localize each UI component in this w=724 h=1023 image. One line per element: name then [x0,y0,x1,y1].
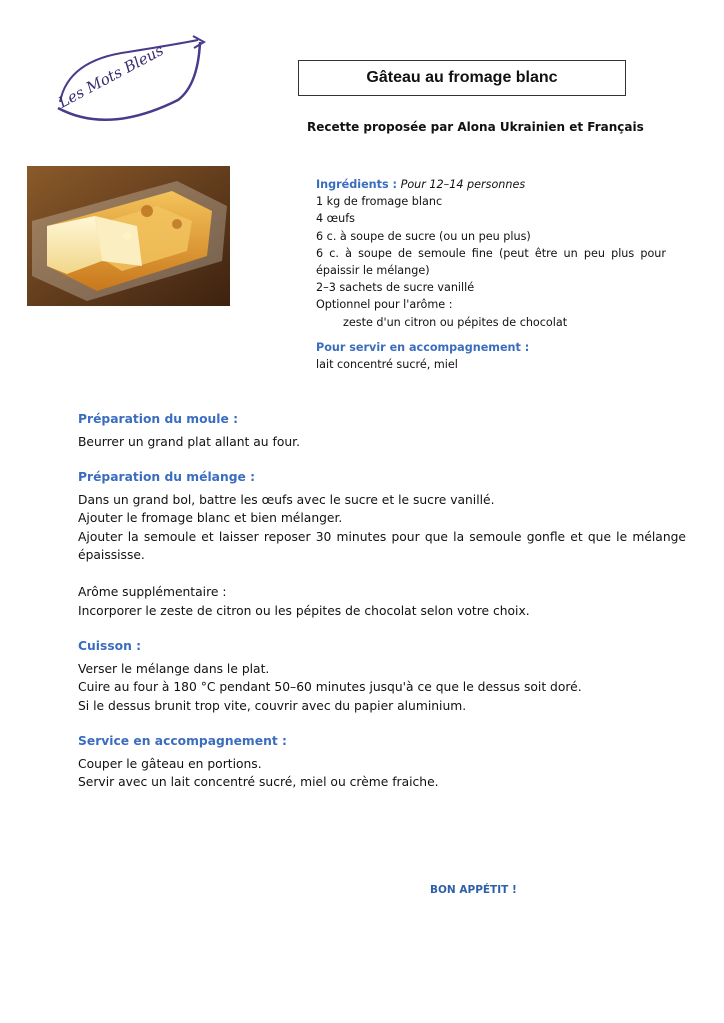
section-heading: Cuisson : [78,639,142,653]
section-melange [78,468,686,620]
optional-ingredient: zeste d'un citron ou pépites de chocolat [343,315,568,329]
page-title [298,60,626,96]
section-heading: Préparation du mélange : [78,470,256,484]
instruction-line: Verser le mélange dans le plat. [78,661,270,676]
ingredient-item: 4 œufs [316,212,355,226]
serve-heading: Pour servir en accompagnement : [316,340,530,354]
instruction-line: Couper le gâteau en portions. [78,756,262,771]
instruction-line: Si le dessus brunit trop vite, couvrir avec du papier aluminium. [78,698,467,713]
ingredient-item: 6 c. à soupe de semoule fine (peut être un peu plus pour épaissir le mélange) [316,246,666,278]
section-service [78,732,686,792]
extra-heading: Arôme supplémentaire : [78,585,227,599]
instruction-line: Incorporer le zeste de citron ou les pépites de chocolat selon votre choix. [78,603,530,618]
title-text: Gâteau au fromage blanc [366,69,558,86]
instruction-line: Dans un grand bol, battre les œufs avec le sucre et le sucre vanillé. [78,492,495,507]
section-heading: Préparation du moule : [78,412,239,426]
ingredients-header [316,176,666,193]
logo-swoosh-icon [48,30,208,130]
instruction-line: Ajouter le fromage blanc et bien mélanger. [78,511,343,525]
ingredients-block [316,176,666,373]
section-cuisson [78,637,686,715]
instruction-line: Ajouter la semoule et laisser reposer 30 minutes pour que la semoule gonfle et que le mélange épaississe. [78,529,686,562]
closing-text: BON APPÉTIT ! [430,884,517,896]
brand-logo [48,30,208,130]
section-moule [78,410,686,451]
serve-items: lait concentré sucré, miel [316,358,458,372]
byline: Recette proposée par Alona Ukrainien et Français [307,120,644,134]
servings-text: Pour 12–14 personnes [400,178,526,191]
ingredient-item: 2–3 sachets de sucre vanillé [316,281,475,295]
ingredient-item: 1 kg de fromage blanc [316,195,443,209]
logo-text: Les Mots Bleus [55,41,167,112]
instruction-line: Beurrer un grand plat allant au four. [78,434,300,449]
ingredient-item: Optionnel pour l'arôme : [316,298,453,312]
instructions [78,410,686,809]
ingredient-item: 6 c. à soupe de sucre (ou un peu plus) [316,229,531,243]
cheesecake-photo [27,166,230,306]
ingredients-heading: Ingrédients : [316,178,398,191]
instruction-line: Servir avec un lait concentré sucré, miel ou crème fraiche. [78,775,439,789]
instruction-line: Cuire au four à 180 °C pendant 50–60 minutes jusqu'à ce que le dessus soit doré. [78,680,582,694]
section-heading: Service en accompagnement : [78,734,287,748]
